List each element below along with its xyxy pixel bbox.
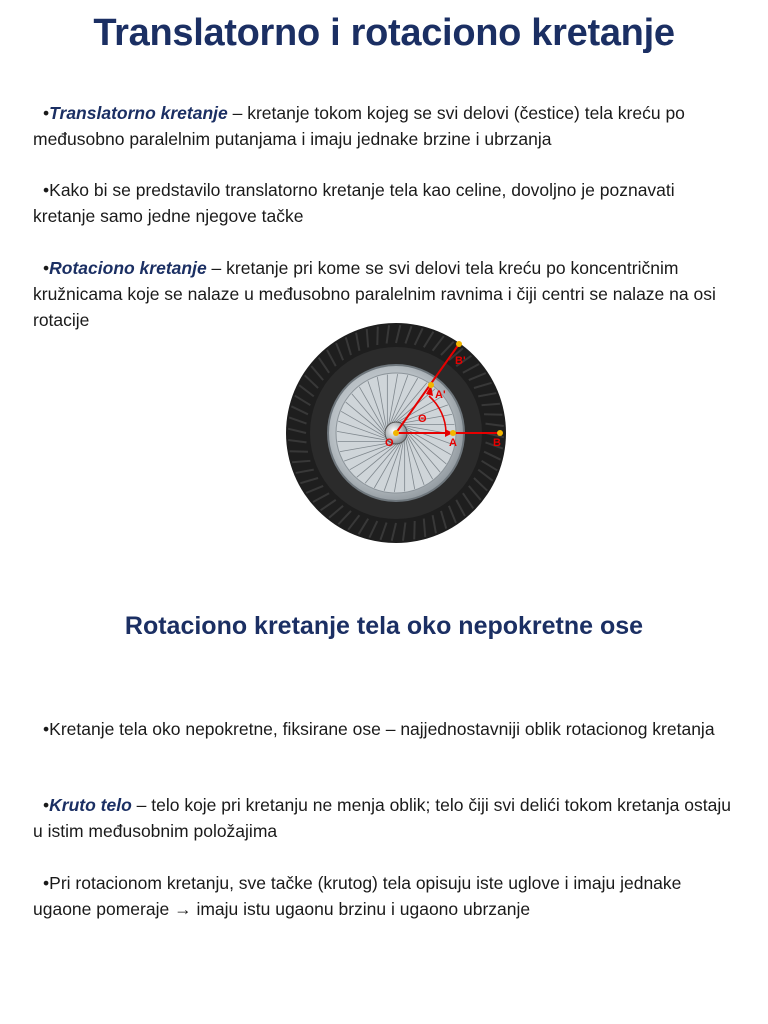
paragraph-text: Pri rotacionom kretanju, sve tačke (krutog) tela opisuju iste uglove i imaju jednake ugaone pomeraje → imaju istu ugaonu brzinu i ugaono ubrzanje [33,873,682,919]
point-b [497,430,503,436]
bullet: • [43,719,50,739]
definition-text: – telo koje pri kretanju ne menja oblik; telo čiji svi delići tokom kretanja ostaju u istim međusobnim položajima [33,795,731,841]
definition-text: – kretanje tokom kojeg se svi delovi (čestice) tela kreću po međusobno paralelnim putanjama i imaju jednake brzine i ubrzanja [33,103,685,149]
paragraph-fixed-axis [33,716,733,742]
paragraph-rigid-body [33,792,733,844]
label-o: O [385,437,394,449]
label-a: A [449,437,457,449]
label-b: B [493,437,501,449]
label-a-prime: A' [435,389,446,401]
term-translational: Translatorno kretanje [49,103,228,123]
bullet: • [43,873,50,893]
term-rigid-body: Kruto telo [49,795,132,815]
page-title: Translatorno i rotaciono kretanje [93,12,675,54]
bullet: • [43,103,50,123]
label-b-prime: B' [455,355,466,367]
point-b-prime [456,341,462,347]
tread-mark [482,404,500,405]
point-a [450,430,456,436]
paragraph-text: Kretanje tela oko nepokretne, fiksirane ose – najjednostavniji oblik rotacionog kretanja [49,719,715,739]
wheel-figure [285,322,507,544]
bullet: • [43,258,50,278]
point-o [393,430,399,436]
section-title: Rotaciono kretanje tela oko nepokretne ose [124,612,644,640]
tread-mark [424,519,425,537]
paragraph-angular-velocity [33,870,733,922]
definition-text: – kretanje pri kome se svi delovi tela kreću po koncentričnim kružnicama koje se nalaze u međusobno paralelnim ravnima i čiji centri se nalaze na osi rotacije [33,258,716,330]
paragraph-text: Kako bi se predstavilo translatorno kretanje tela kao celine, dovoljno je poznavati kretanje samo jedne njegove tačke [33,180,675,226]
term-rotational: Rotaciono kretanje [49,258,207,278]
tread-mark [290,451,308,452]
tread-mark [414,521,415,539]
bullet: • [43,795,50,815]
paragraph-translational-definition [33,100,733,152]
paragraph-translational-note [33,177,733,229]
wheel-diagram [285,322,507,544]
tread-mark [484,414,502,415]
tread-mark [292,461,310,462]
point-a-prime [428,382,434,388]
tread-mark [367,329,368,347]
tread-mark [377,327,378,345]
label-angle: Θ [418,413,427,425]
bullet: • [43,180,50,200]
